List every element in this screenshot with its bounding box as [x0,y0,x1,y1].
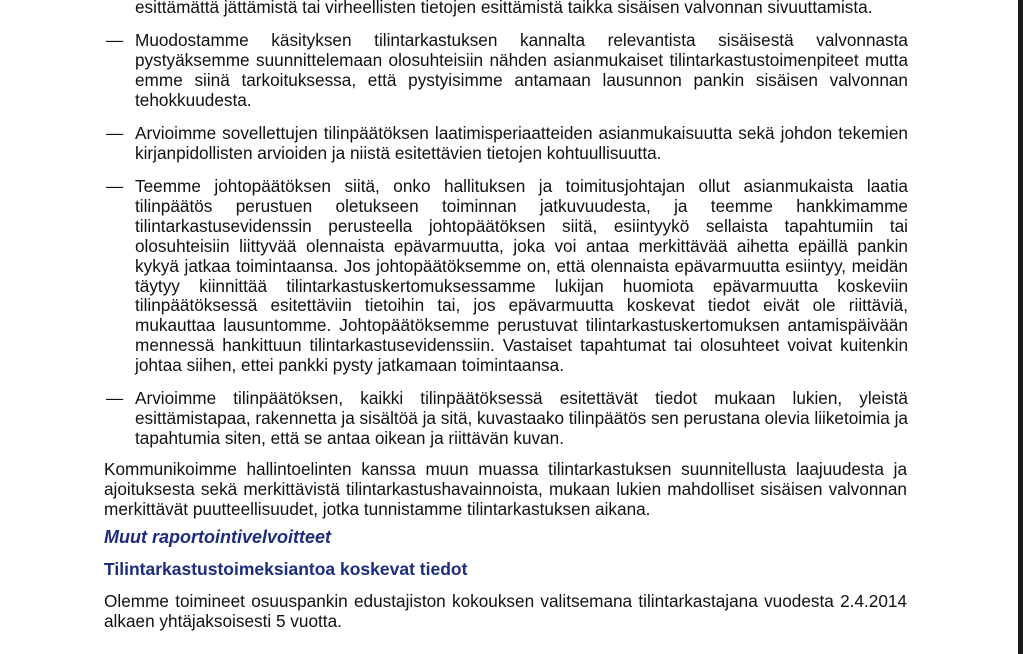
subsection-heading: Tilintarkastustoimeksiantoa koskevat tiedot [104,559,468,579]
bullet-text: Teemme johtopäätöksen siitä, onko hallituksen ja toimitusjohtajan ollut asianmukaista laatia tilinpäätös perustuen oletukseen toiminnan jatkuvuudesta, ja teemme hankkimamme tilintarkastusevidenssin perusteella johtopäätöksen siitä, esiintyykö sellaista tapahtumiin tai olosuhteisiin liittyvää olennaista epävarmuutta, joka voi antaa merkittävää aihetta epäillä pankin kykyä jatkaa toimintaansa. Jos johtopäätöksemme on, että olennaista epävarmuutta esiintyy, meidän täytyy kiinnittää tilintarkastuskertomuksessamme lukijan huomiota epävarmuutta koskeviin tilinpäätöksessä esitettäviin tietoihin tai, jos epävarmuutta koskevat tiedot eivät ole riittäviä, mukauttaa lausuntomme. Johtopäätöksemme perustuvat tilintarkastuskertomuksen antamispäivään mennessä hankittuun tilintarkastusevidenssiin. Vastaiset tapahtumat tai olosuhteet voivat kuitenkin johtaa siihen, ettei pankki pysty jatkamaan toimintaansa. [135,176,908,376]
bullet-text: Muodostamme käsityksen tilintarkastuksen kannalta relevantista sisäisestä valvonnasta pystyäksemme suunnittelemaan olosuhteisiin nähden asianmukaiset tilintarkastustoimenpiteet mutta emme siinä tarkoituksessa, että pystyisimme antamaan lausunnon pankin sisäisen valvonnan tehokkuudesta. [135,30,908,110]
page-edge-divider [1018,0,1023,654]
top-line-text: esittämättä jättämistä tai virheellisten tietojen esittämistä taikka sisäisen valvonnan sivuuttamista. [135,0,873,17]
bullet-text: Arvioimme tilinpäätöksen, kaikki tilinpäätöksessä esitettävät tiedot mukaan lukien, yleistä esittämistapaa, rakennetta ja sisältöä ja sitä, kuvastaako tilinpäätös sen perustana olevia liiketoimia ja tapahtumia siten, että se antaa oikean ja riittävän kuvan. [135,388,908,448]
section-heading: Muut raportointivelvoitteet [104,527,332,547]
bullet-dash: — [106,388,124,408]
communication-paragraph: Kommunikoimme hallintoelinten kanssa muun muassa tilintarkastuksen suunnitellusta laajuudesta ja ajoituksesta sekä merkittävistä tilintarkastushavainnoista, mukaan lukien mahdolliset sisäisen valvonnan merkittävät puutteellisuudet, jotka tunnistamme tilintarkastuksen aikana. [104,459,907,519]
bullet-dash: — [106,176,124,196]
bullet-dash: — [106,123,124,143]
bullet-item [106,124,908,164]
bullet-item [106,177,908,376]
bullet-dash: — [106,30,124,50]
final-paragraph: Olemme toimineet osuuspankin edustajiston kokouksen valitsemana tilintarkastajana vuodesta 2.4.2014 alkaen yhtäjaksoisesti 5 vuotta. [104,591,907,631]
bullet-item [106,389,908,449]
bullet-item [106,31,908,111]
bullet-text: Arvioimme sovellettujen tilinpäätöksen laatimisperiaatteiden asianmukaisuutta sekä johdon tekemien kirjanpidollisten arvioiden ja niistä esitettävien tietojen kohtuullisuutta. [135,123,908,163]
